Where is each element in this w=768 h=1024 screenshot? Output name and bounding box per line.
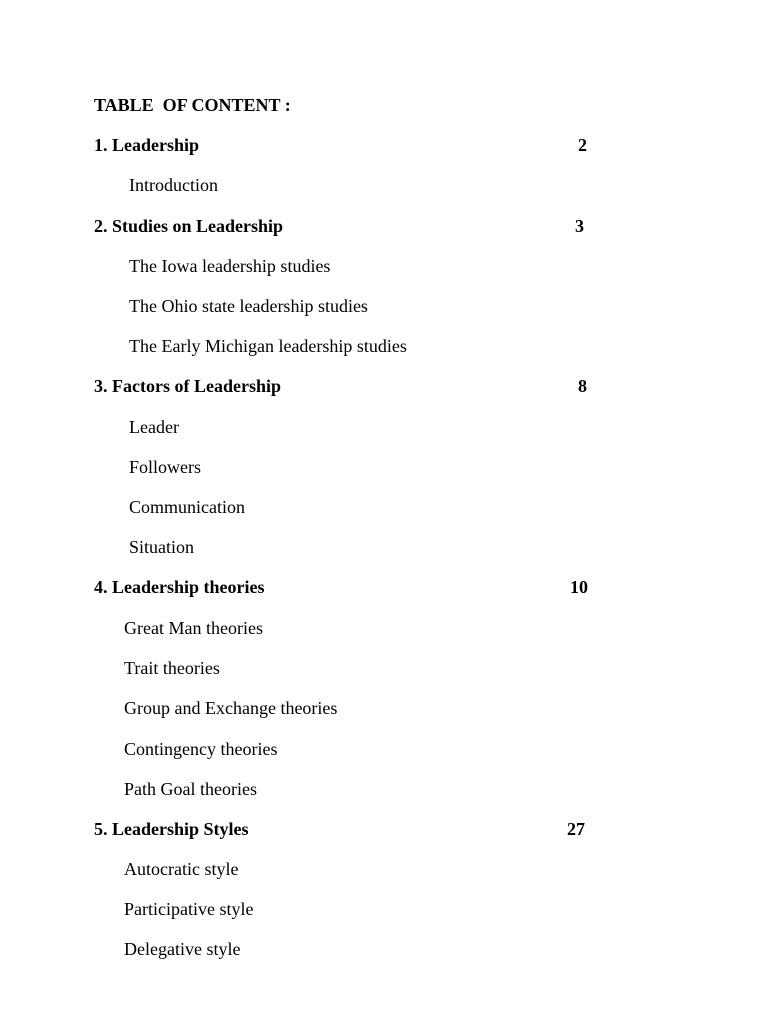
- toc-item-row: [0, 656, 768, 680]
- toc-subitem: Path Goal theories: [124, 779, 257, 799]
- toc-section-row: [0, 214, 768, 238]
- toc-item-row: [0, 173, 768, 197]
- toc-section-row: [0, 133, 768, 157]
- section-page-number: 8: [578, 376, 587, 396]
- toc-item-row: [0, 696, 768, 720]
- toc-item-row: [0, 294, 768, 318]
- toc-subitem: Communication: [129, 497, 245, 517]
- toc-subitem: Trait theories: [124, 658, 220, 678]
- section-title: 4. Leadership theories: [94, 577, 265, 597]
- section-title: 2. Studies on Leadership: [94, 216, 284, 236]
- toc-item-row: [0, 937, 768, 961]
- toc-subitem: The Early Michigan leadership studies: [129, 336, 407, 356]
- toc-item-row: [0, 495, 768, 519]
- toc-item-row: [0, 777, 768, 801]
- toc-subitem: Contingency theories: [124, 739, 278, 759]
- toc-subitem: Autocratic style: [124, 859, 239, 879]
- toc-subitem: Great Man theories: [124, 618, 263, 638]
- toc-subitem: Group and Exchange theories: [124, 698, 338, 718]
- section-title: 1. Leadership: [94, 135, 200, 155]
- toc-subitem: The Iowa leadership studies: [129, 256, 331, 276]
- toc-item-row: [0, 254, 768, 278]
- toc-item-row: [0, 857, 768, 881]
- toc-item-row: [0, 334, 768, 358]
- toc-subitem: The Ohio state leadership studies: [129, 296, 368, 316]
- section-page-number: 10: [570, 577, 588, 597]
- section-page-number: 3: [575, 216, 584, 236]
- toc-item-row: [0, 535, 768, 559]
- section-title: 3. Factors of Leadership: [94, 376, 281, 396]
- toc-subitem: Participative style: [124, 899, 254, 919]
- toc-subitem: Leader: [129, 417, 179, 437]
- toc-subitem: Introduction: [129, 175, 218, 195]
- toc-subitem: Followers: [129, 457, 201, 477]
- toc-heading: TABLE OF CONTENT :: [94, 95, 291, 115]
- toc-item-row: [0, 737, 768, 761]
- toc-item-row: [0, 455, 768, 479]
- toc-item-row: [0, 415, 768, 439]
- toc-subitem: Delegative style: [124, 939, 241, 959]
- section-page-number: 2: [578, 135, 587, 155]
- section-title: 5. Leadership Styles: [94, 819, 249, 839]
- toc-subitem: Situation: [129, 537, 195, 557]
- toc-section-row: [0, 374, 768, 398]
- section-page-number: 27: [567, 819, 585, 839]
- toc-section-row: [0, 817, 768, 841]
- toc-section-row: [0, 575, 768, 599]
- toc-item-row: [0, 616, 768, 640]
- toc-item-row: [0, 897, 768, 921]
